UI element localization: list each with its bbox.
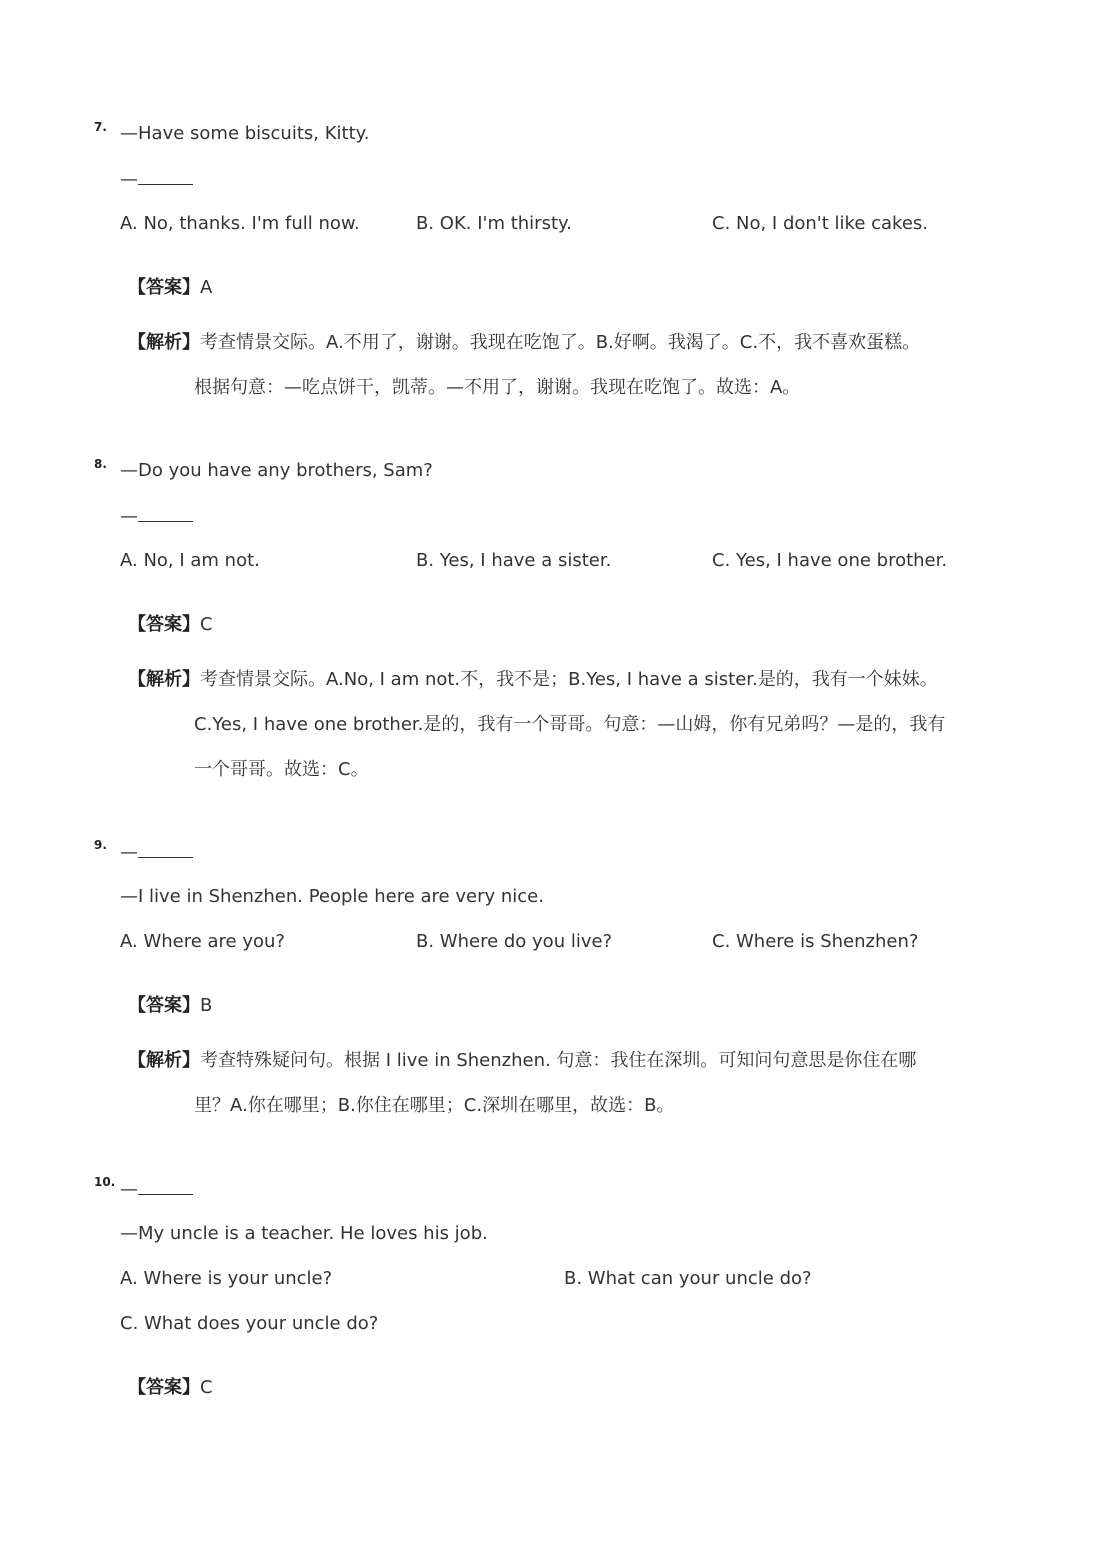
- option-b: B. Where do you live?: [416, 931, 613, 952]
- answer-label: 【答案】: [128, 1377, 200, 1398]
- dash: —: [120, 169, 138, 190]
- answer-blank-line: [120, 504, 193, 529]
- option-c: C. No, I don't like cakes.: [712, 213, 928, 234]
- option-b: B. What can your uncle do?: [564, 1268, 812, 1289]
- question-number: 10.: [94, 1175, 116, 1189]
- answer-value: C: [200, 1377, 213, 1398]
- answer-blank-line: [120, 167, 193, 192]
- option-a: A. Where are you?: [120, 931, 285, 952]
- answer-blank-line: [120, 840, 193, 865]
- option-b: B. OK. I'm thirsty.: [416, 213, 572, 234]
- dash: —: [120, 1179, 138, 1200]
- explanation-text: 根据句意：—吃点饼干，凯蒂。—不用了，谢谢。我现在吃饱了。故选：A。: [194, 377, 801, 398]
- explanation: [128, 320, 1008, 410]
- question-prompt: —I live in Shenzhen. People here are very nice.: [120, 886, 544, 907]
- answer-value: B: [200, 995, 213, 1016]
- answer-value: C: [200, 614, 213, 635]
- answer: [128, 1376, 213, 1400]
- explanation-text: 一个哥哥。故选：C。: [194, 759, 369, 780]
- explanation-label: 【解析】: [128, 332, 200, 353]
- explanation-text: 考查情景交际。A.不用了，谢谢。我现在吃饱了。B.好啊。我渴了。C.不，我不喜欢蛋糕。: [200, 332, 921, 353]
- option-b: B. Yes, I have a sister.: [416, 550, 612, 571]
- answer-label: 【答案】: [128, 277, 200, 298]
- blank: [138, 167, 193, 185]
- answer-label: 【答案】: [128, 614, 200, 635]
- explanation: [128, 1038, 1008, 1128]
- answer: [128, 613, 213, 637]
- option-c: C. Yes, I have one brother.: [712, 550, 948, 571]
- dash: —: [120, 842, 138, 863]
- option-a: A. No, thanks. I'm full now.: [120, 213, 360, 234]
- option-a: A. No, I am not.: [120, 550, 260, 571]
- blank: [138, 840, 193, 858]
- question-prompt: —Have some biscuits, Kitty.: [120, 123, 370, 144]
- question-number: 9.: [94, 838, 107, 852]
- answer-blank-line: [120, 1177, 193, 1202]
- question-prompt: —Do you have any brothers, Sam?: [120, 460, 433, 481]
- answer-value: A: [200, 277, 213, 298]
- answer: [128, 276, 212, 300]
- explanation-text: 里？A.你在哪里；B.你住在哪里；C.深圳在哪里，故选：B。: [194, 1095, 675, 1116]
- question-number: 7.: [94, 120, 107, 134]
- option-c: C. What does your uncle do?: [120, 1313, 379, 1334]
- answer-label: 【答案】: [128, 995, 200, 1016]
- option-a: A. Where is your uncle?: [120, 1268, 333, 1289]
- explanation-text: 考查特殊疑问句。根据 I live in Shenzhen. 句意：我住在深圳。可知问句意思是你住在哪: [200, 1050, 917, 1071]
- option-c: C. Where is Shenzhen?: [712, 931, 919, 952]
- explanation-text: 考查情景交际。A.No, I am not.不，我不是；B.Yes, I have a sister.是的，我有一个妹妹。: [200, 669, 938, 690]
- question-prompt: —My uncle is a teacher. He loves his job.: [120, 1223, 488, 1244]
- explanation-label: 【解析】: [128, 669, 200, 690]
- explanation-text: C.Yes, I have one brother.是的，我有一个哥哥。句意：—山姆，你有兄弟吗？—是的，我有: [194, 714, 946, 735]
- explanation: [128, 657, 1008, 792]
- answer: [128, 994, 212, 1018]
- explanation-label: 【解析】: [128, 1050, 200, 1071]
- question-number: 8.: [94, 457, 107, 471]
- blank: [138, 504, 193, 522]
- blank: [138, 1177, 193, 1195]
- dash: —: [120, 506, 138, 527]
